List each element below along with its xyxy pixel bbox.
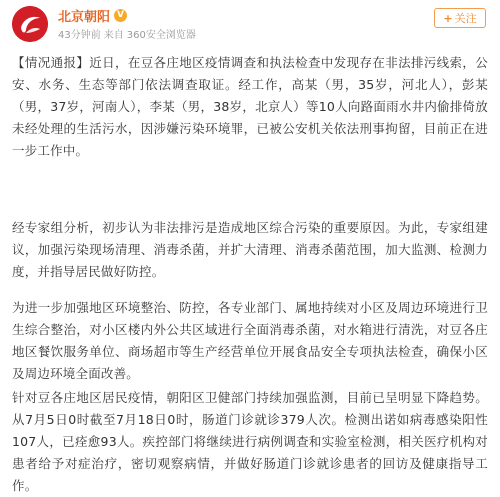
post-paragraph: 经专家组分析，初步认为非法排污是造成地区综合污染的重要原因。为此，专家组建议，加强污染现场清理、消毒杀菌，并扩大清理、消毒杀菌范围，加大监测、检测力度，并指导居民做好防控。 (12, 220, 488, 279)
post-source[interactable]: 360安全浏览器 (126, 30, 196, 41)
post-paragraph: 针对豆各庄地区居民疫情，朝阳区卫健部门持续加强监测，目前已呈明显下降趋势。从7月5日0时截至7月18日0时，肠道门诊就诊379人次。检测出诺如病毒感染阳性107人，已痊愈93人。疾控部门将继续进行病例调查和实验室检测，相关医疗机构对患者给予对症治疗，密切观察病情，并做好肠道门诊就诊患者的回访及健康指导工作。 (12, 390, 488, 493)
post-paragraph: 为进一步加强地区环境整治、防控，各专业部门、属地持续对小区及周边环境进行卫生综合整治，对小区楼内外公共区域进行全面消毒杀菌，对水箱进行清洗，对豆各庄地区餐饮服务单位、商场超市等生产经营单位开展食品安全专项执法检查，确保小区及周边环境全面改善。 (12, 300, 488, 381)
author-name[interactable] (58, 6, 127, 25)
follow-label: 关注 (454, 12, 477, 25)
post-header (0, 0, 500, 58)
author-name-text[interactable]: 北京朝阳 (58, 10, 111, 25)
source-prefix: 来自 (103, 30, 124, 41)
follow-button[interactable] (434, 8, 486, 28)
beijing-chaoyang-logo-icon (12, 6, 48, 42)
avatar[interactable] (12, 6, 48, 42)
post-time: 43分钟前 (58, 30, 101, 41)
plus-icon: + (443, 12, 453, 25)
post-meta (58, 26, 199, 41)
post-paragraph: 【情况通报】近日，在豆各庄地区疫情调查和执法检查中发现存在非法排污线索，公安、水务、生态等部门依法调查取证。经工作，高某（男，35岁，河北人），彭某（男，37岁，河南人），李某（男，38岁，北京人）等10人向路面雨水井内偷排倚放未经处理的生活污水，因涉嫌污染环境罪，已被公安机关依法刑事拘留，目前正在进一步工作中。 (12, 55, 488, 158)
verified-badge-icon: V (114, 9, 127, 22)
